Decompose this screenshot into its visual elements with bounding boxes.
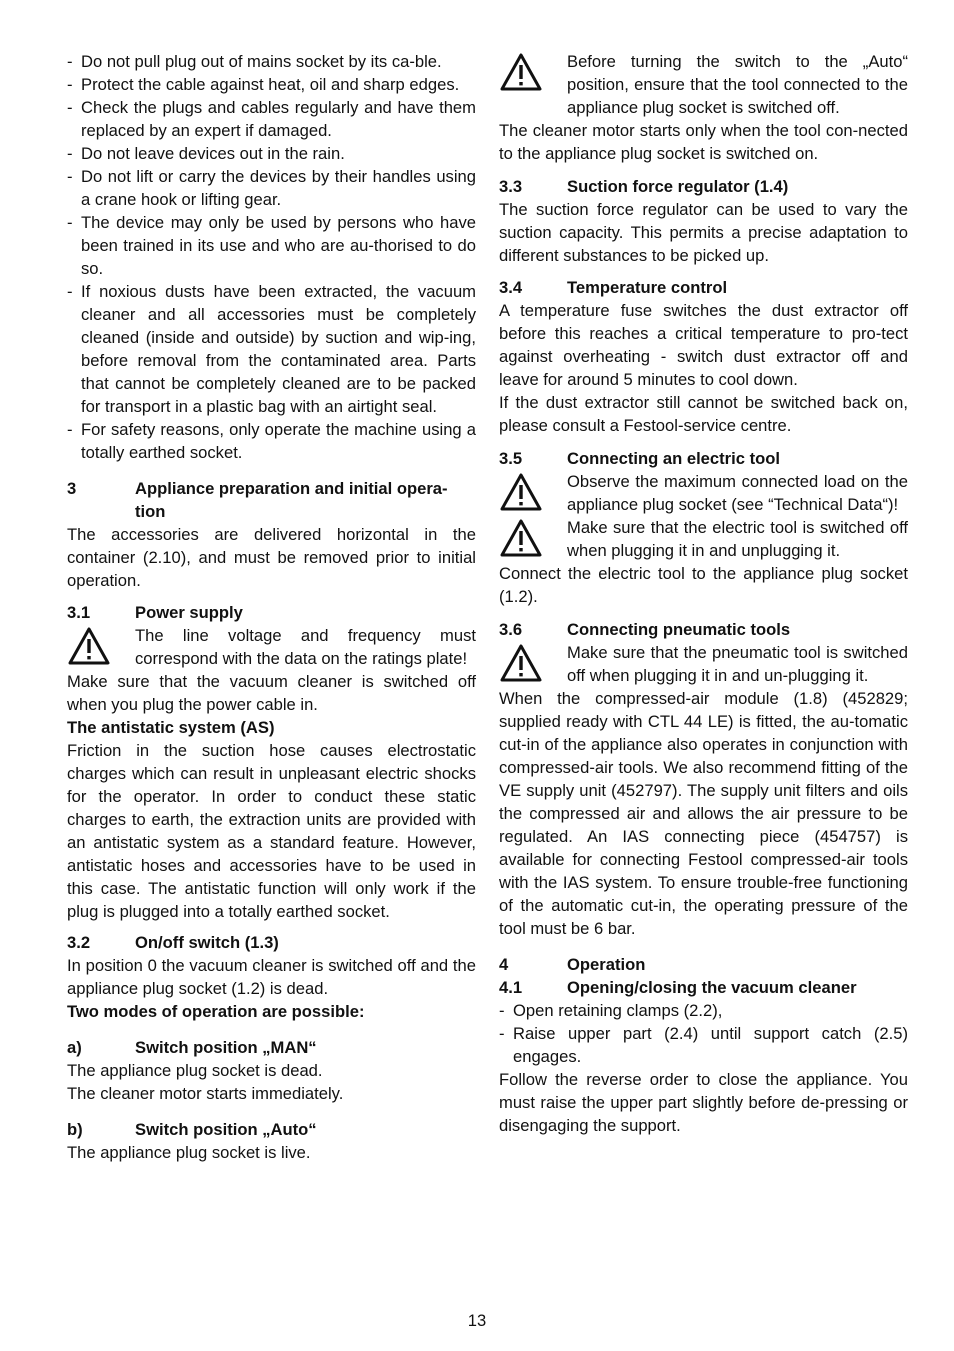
section-number: 3.2 — [67, 933, 91, 952]
section-title: Connecting pneumatic tools — [567, 620, 791, 639]
antistatic-text: Friction in the suction hose causes electrostatic charges which can result in unpleasant electric shocks for the operator. In order to conduct these static charges to earth, the extraction units are provided with an antistatic system as a standard feature. However, antistatic hoses and accessories have to be used in this case. The antistatic function will only work if the plug is plugged into a totally earthed socket. — [67, 741, 476, 921]
section-3-6-heading — [499, 618, 908, 641]
warning-text: Make sure that the electric tool is switched off when plugging it in and unplugging it. — [567, 518, 908, 560]
warning-triangle-icon — [499, 50, 567, 119]
safety-bullet-list — [67, 50, 476, 464]
warning-text: Before turning the switch to the „Auto“ position, ensure that the tool connected to the appliance plug socket is switched off. — [567, 52, 908, 117]
section-title: Opening/closing the vacuum cleaner — [567, 978, 857, 997]
section-3-5-heading — [499, 447, 908, 470]
section-3-3-text: The suction force regulator can be used to vary the suction capacity. This permits a precise adaptation to different substances to be picked up. — [499, 200, 908, 265]
section-title: Operation — [567, 955, 646, 974]
section-number: 3.3 — [499, 177, 523, 196]
section-title: On/off switch (1.3) — [135, 933, 279, 952]
section-number: 3 — [67, 479, 77, 498]
section-title: Suction force regulator (1.4) — [567, 177, 789, 196]
section-title: Switch position „Auto“ — [135, 1120, 317, 1139]
section-number: 3.4 — [499, 278, 523, 297]
auto-mode-text: The cleaner motor starts only when the tool con-nected to the appliance plug socket is switched on. — [499, 121, 908, 163]
pneumatic-tool-warning — [499, 641, 908, 687]
section-3-text: The accessories are delivered horizontal in the container (2.10), and must be removed prior to initial operation. — [67, 525, 476, 590]
section-3-3-heading — [499, 175, 908, 198]
section-3-5-text: Connect the electric tool to the appliance plug socket (1.2). — [499, 564, 908, 606]
section-title: Appliance preparation and initial opera-tion — [135, 479, 448, 521]
left-column — [67, 50, 476, 1164]
list-item: - Do not pull plug out of mains socket by its ca-ble. — [67, 50, 476, 73]
list-item: - Check the plugs and cables regularly and have them replaced by an expert if damaged. — [67, 96, 476, 142]
section-title: Temperature control — [567, 278, 728, 297]
mode-a-line-2: The cleaner motor starts immediately. — [67, 1084, 344, 1103]
electric-tool-off-warning — [499, 516, 908, 562]
modes-heading: Two modes of operation are possible: — [67, 1002, 365, 1021]
section-number: 4.1 — [499, 978, 523, 997]
warning-text: The line voltage and frequency must correspond with the data on the ratings plate! — [135, 626, 476, 668]
mode-a-heading — [67, 1036, 476, 1059]
list-item: - For safety reasons, only operate the machine using a totally earthed socket. — [67, 418, 476, 464]
power-supply-warning — [67, 624, 476, 670]
max-load-warning — [499, 470, 908, 516]
mode-b-heading — [67, 1118, 476, 1141]
list-item: - If noxious dusts have been extracted, the vacuum cleaner and all accessories must be completely cleaned (inside and outside) by suction and wip-ing, before removal from the contaminated area. Parts that cannot be completely cleaned are to be packed for transport in a plastic bag with an airtight seal. — [67, 280, 476, 418]
warning-triangle-icon — [67, 624, 135, 670]
list-item: - Do not lift or carry the devices by their handles using a crane hook or lifting gear. — [67, 165, 476, 211]
list-item: - Protect the cable against heat, oil and sharp edges. — [67, 73, 476, 96]
section-3-heading — [67, 477, 476, 523]
warning-triangle-icon — [499, 641, 567, 687]
list-item: - Open retaining clamps (2.2), — [499, 999, 908, 1022]
section-3-6-text: When the compressed-air module (1.8) (452829; supplied ready with CTL 44 LE) is fitted, the au-tomatic cut-in of the appliance also operates in conjunction with compressed-air tools. We also recommend fitting of the VE supply unit (452797). The supply unit filters and oils the compressed air and allows the air pressure to be regulated. An IAS connecting piece (454757) is available for connecting Festool compressed-air tools with the IAS system. To ensure trouble-free functioning of the automatic cut-in, the operating pressure of the tool must be 6 bar. — [499, 689, 908, 938]
warning-text: Observe the maximum connected load on the appliance plug socket (see “Technical Data“)! — [567, 472, 908, 514]
opening-steps-list — [499, 999, 908, 1068]
right-column — [499, 50, 908, 1137]
section-title: Connecting an electric tool — [567, 449, 780, 468]
section-number: a) — [67, 1038, 82, 1057]
mode-b-line-1: The appliance plug socket is live. — [67, 1143, 311, 1162]
list-item: - The device may only be used by persons who have been trained in its use and who are au-thorised to do so. — [67, 211, 476, 280]
antistatic-heading: The antistatic system (AS) — [67, 718, 275, 737]
section-3-1-heading — [67, 601, 476, 624]
section-title: Switch position „MAN“ — [135, 1038, 317, 1057]
section-4-1-heading — [499, 976, 908, 999]
section-number: 4 — [499, 955, 509, 974]
list-item: - Do not leave devices out in the rain. — [67, 142, 476, 165]
mode-a-line-1: The appliance plug socket is dead. — [67, 1061, 323, 1080]
section-4-heading — [499, 953, 908, 976]
auto-mode-warning — [499, 50, 908, 119]
warning-triangle-icon — [499, 470, 567, 516]
warning-triangle-icon — [499, 516, 567, 562]
section-number: b) — [67, 1120, 83, 1139]
section-3-2-heading — [67, 931, 476, 954]
warning-text: Make sure that the pneumatic tool is switched off when plugging it in and un-plugging it. — [567, 643, 908, 685]
section-3-2-text: In position 0 the vacuum cleaner is switched off and the appliance plug socket (1.2) is dead. — [67, 956, 476, 998]
section-number: 3.1 — [67, 603, 91, 622]
section-3-1-text: Make sure that the vacuum cleaner is switched off when you plug the power cable in. — [67, 672, 476, 714]
section-3-4-text-2: If the dust extractor still cannot be switched back on, please consult a Festool-service centre. — [499, 393, 908, 435]
list-item: - Raise upper part (2.4) until support catch (2.5) engages. — [499, 1022, 908, 1068]
page-number: 13 — [467, 1311, 487, 1330]
section-number: 3.6 — [499, 620, 523, 639]
section-number: 3.5 — [499, 449, 523, 468]
section-4-1-text: Follow the reverse order to close the appliance. You must raise the upper part slightly before de-pressing or disengaging the support. — [499, 1070, 908, 1135]
section-title: Power supply — [135, 603, 243, 622]
section-3-4-heading — [499, 276, 908, 299]
section-3-4-text-1: A temperature fuse switches the dust extractor off before this reaches a critical temperature to pro-tect against overheating - switch dust extractor off and leave for around 5 minutes to cool down. — [499, 301, 908, 389]
